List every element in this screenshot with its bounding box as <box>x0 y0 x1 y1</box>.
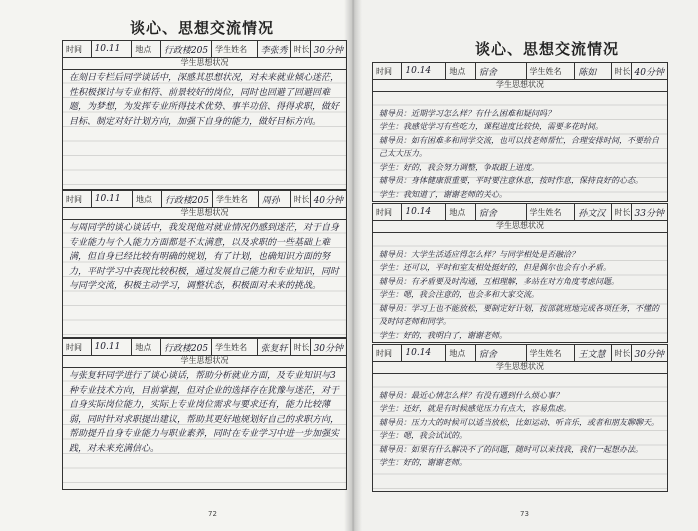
record-1 <box>62 40 347 190</box>
duration-value: 30分钟 <box>634 349 664 360</box>
duration-value: 33分钟 <box>634 208 664 219</box>
left-page-title: 谈心、思想交流情况 <box>130 19 275 37</box>
duration-value: 30分钟 <box>313 343 344 354</box>
time-label: 时间 <box>373 204 402 220</box>
record-2 <box>372 203 668 343</box>
record-header <box>63 191 346 208</box>
record-text: 与周同学的谈心谈话中，我发现他对就业情况仍感到迷茫，对于自身专业能力与个人能力方面都是不太满意，以及求职的一些基础上难满，但自身已经比较有明确的规划，有了计划，也确知识方面的努力，平时学习中表现比较积极，通过发展自己能力和专业知识，同时与同学交流，积极主动学习，调整状态，积极面对未来的挑战。 <box>63 219 346 337</box>
duration-label: 时长 <box>612 63 632 79</box>
student-label: 学生姓名 <box>213 191 259 207</box>
place-value: 行政楼205 <box>161 339 212 355</box>
time-value: 10.11 <box>92 339 133 355</box>
student-value: 孙文汉 <box>575 204 611 220</box>
place-value: 宿舍 <box>476 204 527 220</box>
section-label: 学生思想状况 <box>63 57 346 70</box>
record-3 <box>372 344 668 492</box>
place-label: 地点 <box>446 63 475 79</box>
place-value: 行政楼205 <box>161 41 212 57</box>
student-value: 张复轩 <box>258 339 291 355</box>
student-value: 陈如 <box>575 63 611 79</box>
page-number: 73 <box>520 510 529 518</box>
record-2 <box>62 190 347 338</box>
record-header <box>373 204 667 221</box>
duration-label: 时长 <box>291 191 311 207</box>
right-page-title: 谈心、思想交流情况 <box>475 40 620 58</box>
time-value: 10.14 <box>402 204 446 220</box>
record-header <box>63 339 346 356</box>
student-value: 王文慧 <box>575 345 611 361</box>
record-header <box>63 41 346 58</box>
place-label: 地点 <box>132 41 161 57</box>
record-3 <box>62 338 347 490</box>
student-value: 李张秀 <box>258 41 291 57</box>
duration-value: 40分钟 <box>634 67 664 78</box>
time-label: 时间 <box>373 345 402 361</box>
duration-label: 时长 <box>612 204 632 220</box>
duration-label: 时长 <box>612 345 632 361</box>
book-gutter <box>344 0 362 531</box>
section-label: 学生思想状况 <box>373 220 667 233</box>
time-label: 时间 <box>63 191 92 207</box>
record-text: 辅导员：大学生活适应得怎么样？与同学相处是否融洽？ 学生：还可以，平时和室友相处挺好的，但是偶尔也会有小矛盾。 辅导员：有矛盾要及时沟通，互相理解，多站在对方角度考虑问题。 学生：嗯，我会注意的，也会多和大家交流。 辅导员：学习上也不能放松，要制定好计划，按部就班地完成各项任务，不懂的及时问老师和同学。 学生：好的，我明白了，谢谢老师。 <box>373 232 667 342</box>
student-value: 周孙 <box>259 191 291 207</box>
duration-label: 时长 <box>291 339 311 355</box>
student-label: 学生姓名 <box>527 345 576 361</box>
duration-value: 40分钟 <box>313 195 344 206</box>
time-label: 时间 <box>373 63 402 79</box>
student-label: 学生姓名 <box>527 63 576 79</box>
section-label: 学生思想状况 <box>373 79 667 92</box>
student-label: 学生姓名 <box>212 41 257 57</box>
time-value: 10.11 <box>92 41 133 57</box>
place-value: 行政楼205 <box>162 191 213 207</box>
time-label: 时间 <box>63 339 92 355</box>
time-value: 10.14 <box>402 345 446 361</box>
right-page <box>352 0 698 531</box>
place-label: 地点 <box>446 204 475 220</box>
time-label: 时间 <box>63 41 92 57</box>
duration-label: 时长 <box>291 41 311 57</box>
page-number: 72 <box>208 510 217 518</box>
place-label: 地点 <box>446 345 475 361</box>
place-label: 地点 <box>133 191 162 207</box>
duration-value: 30分钟 <box>313 45 344 56</box>
record-text: 与张复轩同学进行了谈心谈话，帮助分析就业方面，及专业知识与3种专业技术方向，目前掌握，但对企业的选择存在犹豫与迷茫，对于自身实际岗位能力，实际上专业岗位需求与要求还有，能力比较薄弱，同时针对求职提出建议，帮助其更好地规划好自己的求职方向，帮助提升自身专业能力与职业素养，同时在专业学习中进一步加强实践，对未来充满信心。 <box>63 367 346 489</box>
place-label: 地点 <box>132 339 161 355</box>
record-header <box>373 63 667 80</box>
record-1 <box>372 62 668 202</box>
time-value: 10.14 <box>402 63 446 79</box>
record-text: 辅导员：近期学习怎么样？有什么困难和疑问吗？ 学生：我感觉学习有些吃力，课程进度比较快，需要多花时间。 辅导员：如有困难多和同学交流，也可以找老师帮忙，合理安排时间，不要给自己太大压力。 学生：好的，我会努力调整，争取跟上进度。 辅导员：身体健康很重要，平时要注意休息，按时作息，保持良好的心态。 学生：我知道了，谢谢老师的关心。 <box>373 91 667 201</box>
record-header <box>373 345 667 362</box>
section-label: 学生思想状况 <box>373 361 667 374</box>
student-label: 学生姓名 <box>527 204 576 220</box>
record-text: 在刻日专栏后同学谈话中，深感其思想状况，对未来就业倾心迷茫，性积极探讨与专业相符、前景较好的岗位，同时也回避了回避回难题，为梦想，为发挥专业所得技术优势、事半功倍、得得求职，做好目标、制定对好计划方向，加强下自身的能力，做好目标方向。 <box>63 69 346 189</box>
section-label: 学生思想状况 <box>63 355 346 368</box>
section-label: 学生思想状况 <box>63 207 346 220</box>
place-value: 宿舍 <box>476 345 527 361</box>
student-label: 学生姓名 <box>212 339 257 355</box>
time-value: 10.11 <box>92 191 133 207</box>
record-text: 辅导员：最近心情怎么样？有没有遇到什么烦心事？ 学生：还好，就是有时候感觉压力有点大，容易焦虑。 辅导员：压力大的时候可以适当放松，比如运动、听音乐，或者和朋友聊聊天。 学生：嗯，我会试试的。 辅导员：如果有什么解决不了的问题，随时可以来找我，我们一起想办法。 学生：好的，谢谢老师。 <box>373 373 667 491</box>
place-value: 宿舍 <box>476 63 527 79</box>
